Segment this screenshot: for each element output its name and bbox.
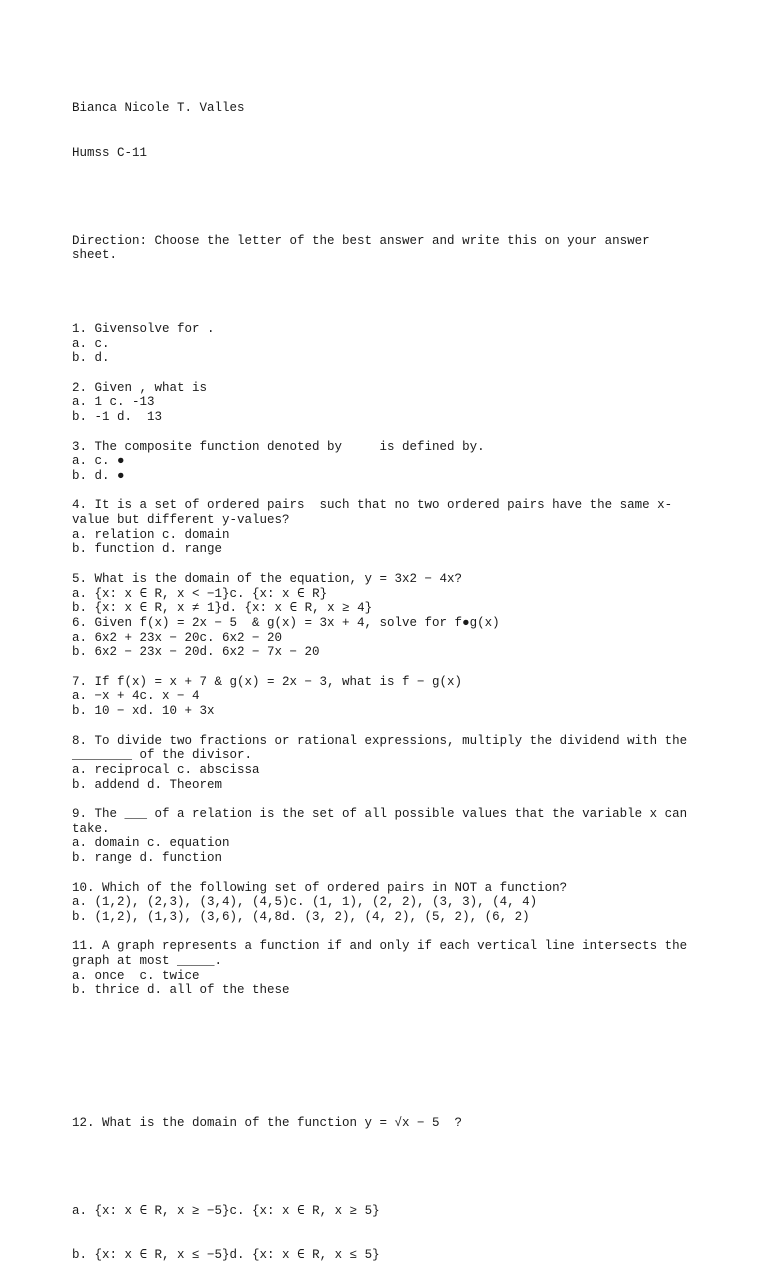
question-line: b. thrice d. all of the these xyxy=(72,983,290,998)
question-stem: 7. If f(x) = x + 7 & g(x) = 2x − 3, what is f − g(x) xyxy=(72,674,463,689)
worksheet-page xyxy=(72,72,712,1277)
question-stem: 2. Given , what is xyxy=(72,380,208,395)
question-line: value but different y-values? xyxy=(72,513,290,528)
question-stem: 4. It is a set of ordered pairs such that no two ordered pairs have the same x- xyxy=(72,498,673,513)
spacer xyxy=(72,660,712,675)
student-name: Bianca Nicole T. Valles xyxy=(72,101,245,116)
question-line: a. relation c. domain xyxy=(72,527,230,542)
question-stem: 5. What is the domain of the equation, y = 3x2 − 4x? xyxy=(72,571,463,586)
question-block xyxy=(72,881,712,925)
question-line: a. −x + 4c. x − 4 xyxy=(72,689,200,704)
question-12-option-a: a. {x: x ∈ R, x ≥ −5}c. {x: x ∈ R, x ≥ 5} xyxy=(72,1203,380,1218)
question-stem: 9. The ___ of a relation is the set of all possible values that the variable x can xyxy=(72,807,688,822)
question-line: a. domain c. equation xyxy=(72,836,230,851)
question-block xyxy=(72,734,712,793)
spacer xyxy=(72,307,712,322)
spacer xyxy=(72,1042,712,1086)
spacer xyxy=(72,557,712,572)
question-line: b. d. ● xyxy=(72,468,125,483)
question-line: b. function d. range xyxy=(72,542,223,557)
spacer xyxy=(72,719,712,734)
question-block xyxy=(72,440,712,484)
question-block xyxy=(72,322,712,366)
question-line: a. c. xyxy=(72,336,110,351)
question-block xyxy=(72,807,712,866)
question-line: a. once c. twice xyxy=(72,968,200,983)
question-line: b. addend d. Theorem xyxy=(72,777,223,792)
spacer xyxy=(72,1160,712,1175)
question-line: b. 6x2 − 23x − 20d. 6x2 − 7x − 20 xyxy=(72,645,320,660)
question-line: graph at most _____. xyxy=(72,954,223,969)
question-block xyxy=(72,572,712,660)
question-line: a. (1,2), (2,3), (3,4), (4,5)c. (1, 1), (2, 2), (3, 3), (4, 4) xyxy=(72,895,538,910)
question-stem: 1. Givensolve for . xyxy=(72,321,215,336)
spacer xyxy=(72,866,712,881)
question-block xyxy=(72,381,712,425)
question-line: b. range d. function xyxy=(72,851,223,866)
question-block xyxy=(72,675,712,719)
direction-text: Direction: Choose the letter of the best answer and write this on your answer sheet. xyxy=(72,233,650,263)
question-line: a. 1 c. -13 xyxy=(72,395,155,410)
spacer xyxy=(72,484,712,499)
question-block xyxy=(72,498,712,557)
question-stem: 11. A graph represents a function if and only if each vertical line intersects the xyxy=(72,939,688,954)
question-line: a. {x: x ∈ R, x < −1}c. {x: x ∈ R} xyxy=(72,586,328,601)
spacer xyxy=(72,792,712,807)
class-section: Humss C-11 xyxy=(72,145,148,160)
question-line: a. c. ● xyxy=(72,454,125,469)
spacer xyxy=(72,366,712,381)
question-line: ________ of the divisor. xyxy=(72,748,253,763)
spacer xyxy=(72,925,712,940)
question-stem: 8. To divide two fractions or rational expressions, multiply the dividend with the xyxy=(72,733,688,748)
question-list xyxy=(72,307,712,998)
question-stem: 10. Which of the following set of ordered pairs in NOT a function? xyxy=(72,880,568,895)
spacer xyxy=(72,190,712,205)
question-line: b. 10 − xd. 10 + 3x xyxy=(72,704,215,719)
question-12-option-b: b. {x: x ∈ R, x ≤ −5}d. {x: x ∈ R, x ≤ 5} xyxy=(72,1247,380,1262)
question-line: b. d. xyxy=(72,351,110,366)
question-stem: 3. The composite function denoted by is defined by. xyxy=(72,439,485,454)
question-12-stem: 12. What is the domain of the function y = √x − 5 ? xyxy=(72,1115,463,1130)
spacer xyxy=(72,425,712,440)
question-line: 6. Given f(x) = 2x − 5 & g(x) = 3x + 4, solve for f●g(x) xyxy=(72,615,500,630)
question-line: a. reciprocal c. abscissa xyxy=(72,762,260,777)
question-block xyxy=(72,939,712,998)
question-line: b. -1 d. 13 xyxy=(72,410,163,425)
question-line: b. {x: x ∈ R, x ≠ 1}d. {x: x ∈ R, x ≥ 4} xyxy=(72,601,373,616)
question-line: a. 6x2 + 23x − 20c. 6x2 − 20 xyxy=(72,630,283,645)
question-line: take. xyxy=(72,821,110,836)
question-line: b. (1,2), (1,3), (3,6), (4,8d. (3, 2), (4, 2), (5, 2), (6, 2) xyxy=(72,909,530,924)
